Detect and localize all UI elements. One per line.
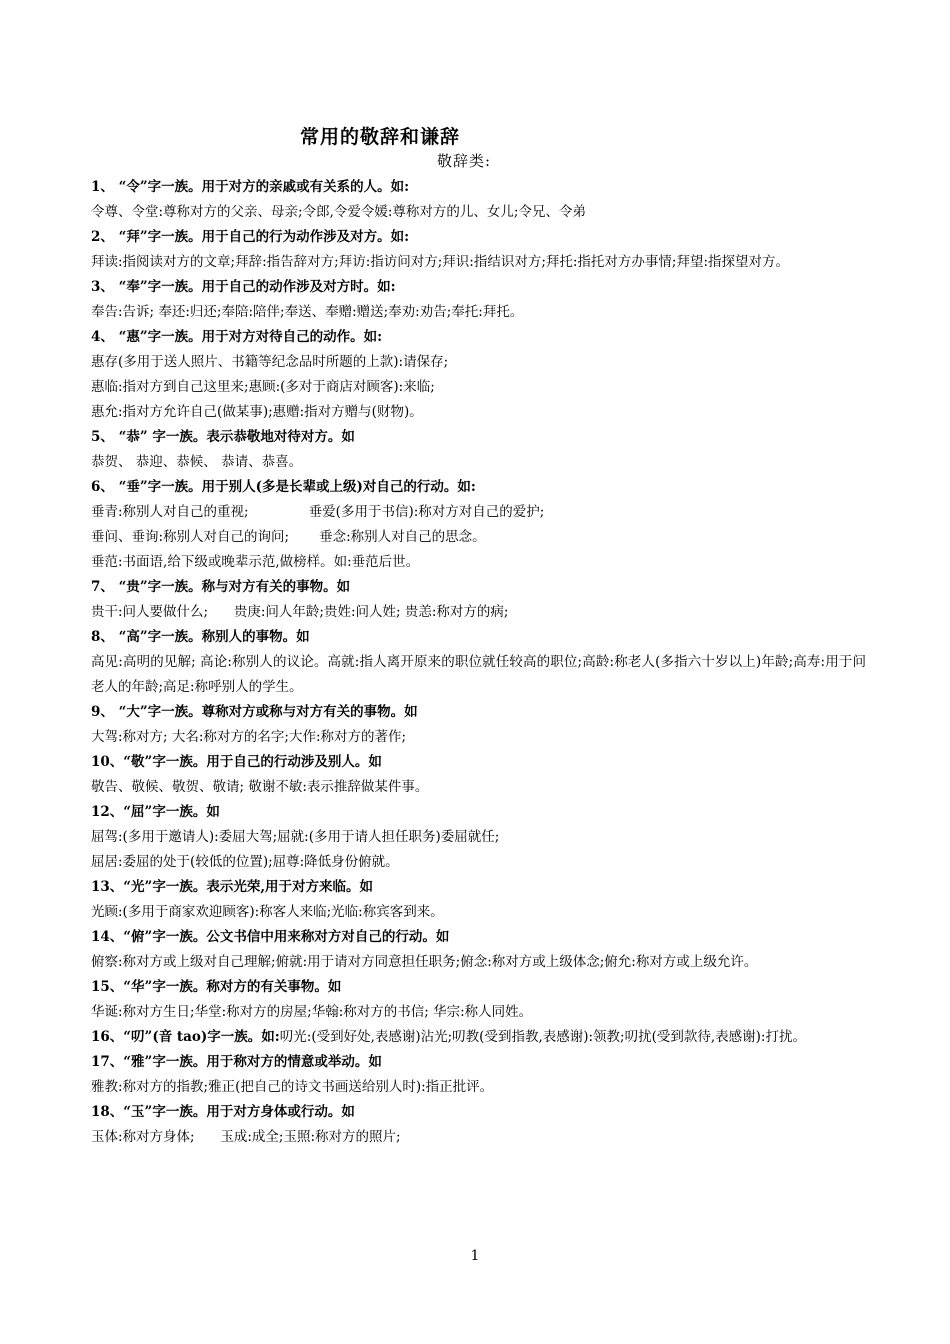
section — [91, 925, 866, 975]
section-line: 奉告:告诉; 奉还:归还;奉陪:陪伴;奉送、奉赠:赠送;奉劝:劝告;奉托:拜托。 — [91, 304, 524, 320]
section-16-text: 叨光:(受到好处,表感谢)沾光;叨教(受到指教,表感谢):领教;叨扰(受到款待,表感谢):打扰。 — [279, 1029, 806, 1045]
section-line: 大驾:称对方; 大名:称对方的名字;大作:称对方的著作; — [91, 729, 407, 745]
section — [91, 625, 866, 700]
section — [91, 750, 866, 800]
section — [91, 475, 866, 575]
section — [91, 1050, 866, 1100]
section-heading: 13、“光”字一族。表示光荣,用于对方来临。如 — [91, 879, 374, 895]
section — [91, 875, 866, 925]
content — [91, 175, 866, 1150]
section-heading: 8、 “高”字一族。称别人的事物。如 — [91, 629, 310, 645]
section — [91, 575, 866, 625]
section-heading: 3、 “奉”字一族。用于自己的动作涉及对方时。如: — [91, 279, 396, 295]
section-line: 屈驾:(多用于邀请人):委屈大驾;屈就:(多用于请人担任职务)委屈就任; — [91, 829, 500, 845]
section — [91, 425, 866, 475]
section-heading: 17、“雅”字一族。用于称对方的情意或举动。如 — [91, 1054, 382, 1070]
section-heading: 18、“玉”字一族。用于对方身体或行动。如 — [91, 1104, 355, 1120]
section-line: 玉体:称对方身体; 玉成:成全;玉照:称对方的照片; — [91, 1129, 401, 1145]
section-line: 华诞:称对方生日;华堂:称对方的房屋;华翰:称对方的书信; 华宗:称人同姓。 — [91, 1004, 533, 1020]
section-16-heading: 16、“叨”(音 tao)字一族。如: — [91, 1029, 280, 1045]
section — [91, 225, 866, 275]
section-line: 光顾:(多用于商家欢迎顾客):称客人来临;光临:称宾客到来。 — [91, 904, 444, 920]
section-16 — [91, 1025, 866, 1050]
section-line: 惠临:指对方到自己这里来;惠顾:(多对于商店对顾客):来临; — [91, 379, 435, 395]
section-group-a — [91, 175, 866, 1025]
section-heading: 15、“华”字一族。称对方的有关事物。如 — [91, 979, 342, 995]
section-heading: 1、 “令”字一族。用于对方的亲戚或有关系的人。如: — [91, 179, 410, 195]
section-line: 令尊、令堂:尊称对方的父亲、母亲;令郎,令爱令媛:尊称对方的儿、女儿;令兄、令弟 — [91, 204, 586, 220]
section-line: 垂范:书面语,给下级或晚辈示范,做榜样。如:垂范后世。 — [91, 554, 420, 570]
section-heading: 4、 “惠”字一族。用于对方对待自己的动作。如: — [91, 329, 383, 345]
section-heading: 10、“敬”字一族。用于自己的行动涉及别人。如 — [91, 754, 382, 770]
section — [91, 1100, 866, 1150]
page-number: 1 — [470, 1248, 480, 1264]
section-group-b — [91, 1050, 866, 1150]
section-line: 雅教:称对方的指教;雅正(把自己的诗文书画送给别人时):指正批评。 — [91, 1079, 494, 1095]
section — [91, 975, 866, 1025]
section-line: 垂青:称别人对自己的重视; 垂爱(多用于书信):称对方对自己的爱护; — [91, 504, 545, 520]
section-heading: 14、“俯”字一族。公文书信中用来称对方对自己的行动。如 — [91, 929, 450, 945]
section-heading: 9、 “大”字一族。尊称对方或称与对方有关的事物。如 — [91, 704, 418, 720]
section — [91, 800, 866, 875]
section — [91, 325, 866, 425]
section-line: 惠存(多用于送人照片、书籍等纪念品时所题的上款):请保存; — [91, 354, 449, 370]
section-line: 屈居:委屈的处于(较低的位置);屈尊:降低身份俯就。 — [91, 854, 399, 870]
section-line: 拜读:指阅读对方的文章;拜辞:指告辞对方;拜访:指访问对方;拜识:指结识对方;拜托:指托对方办事情;拜望:指探望对方。 — [91, 254, 790, 270]
section-line: 恭贺、 恭迎、恭候、 恭请、恭喜。 — [91, 454, 303, 470]
section-line: 俯察:称对方或上级对自己理解;俯就:用于请对方同意担任职务;俯念:称对方或上级体念;俯允:称对方或上级允许。 — [91, 954, 758, 970]
section-heading: 2、 “拜”字一族。用于自己的行为动作涉及对方。如: — [91, 229, 410, 245]
section-line: 敬告、敬候、敬贺、敬请; 敬谢不敏:表示推辞做某件事。 — [91, 779, 429, 795]
subtitle: 敬辞类: — [437, 152, 492, 170]
section-line: 贵干:问人要做什么; 贵庚:问人年龄;贵姓:问人姓; 贵恙:称对方的病; — [91, 604, 509, 620]
section-heading: 12、“屈”字一族。如 — [91, 804, 220, 820]
section — [91, 175, 866, 225]
page-title: 常用的敬辞和谦辞 — [299, 126, 460, 148]
section-line: 垂问、垂询:称别人对自己的询问; 垂念:称别人对自己的思念。 — [91, 529, 486, 545]
section — [91, 700, 866, 750]
section-line: 高见:高明的见解; 高论:称别人的议论。高就:指人离开原来的职位就任较高的职位;高龄:称老人(多指六十岁以上)年龄;高寿:用于问老人的年龄;高足:称呼别人的学生。 — [91, 654, 866, 695]
section-line: 惠允:指对方允许自己(做某事);惠赠:指对方赠与(财物)。 — [91, 404, 423, 420]
section-heading: 7、 “贵”字一族。称与对方有关的事物。如 — [91, 579, 351, 595]
section — [91, 275, 866, 325]
section-heading: 5、 “恭” 字一族。表示恭敬地对待对方。如 — [91, 429, 355, 445]
section-heading: 6、 “垂”字一族。用于别人(多是长辈或上级)对自己的行动。如: — [91, 479, 476, 495]
